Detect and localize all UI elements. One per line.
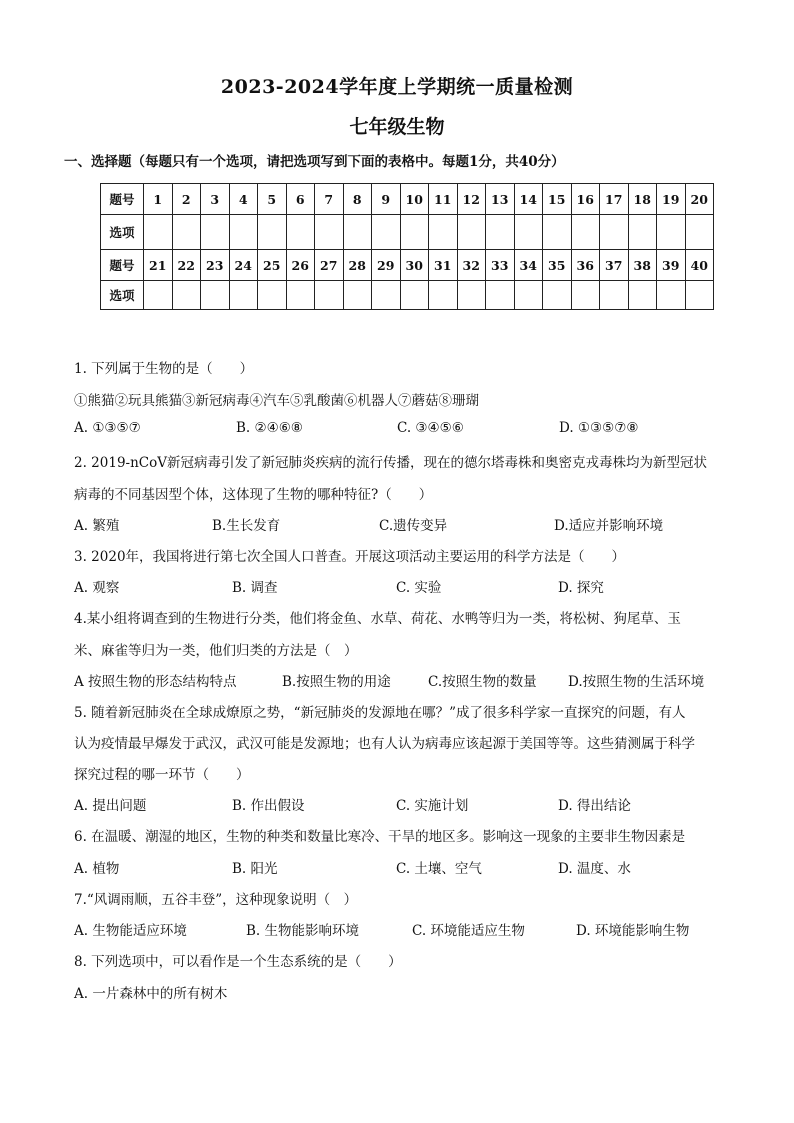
question-number-cell: 14 bbox=[514, 184, 543, 215]
question-5-stem-line3: 探究过程的哪一环节（ ） bbox=[74, 767, 250, 783]
answer-cell bbox=[258, 281, 287, 310]
question-number-cell: 15 bbox=[543, 184, 572, 215]
option-d: D. ①③⑤⑦⑧ bbox=[559, 420, 639, 436]
question-number-cell: 24 bbox=[229, 250, 258, 281]
option-d: D.按照生物的生活环境 bbox=[568, 674, 705, 690]
question-number-cell: 30 bbox=[400, 250, 429, 281]
question-number-cell: 17 bbox=[600, 184, 629, 215]
question-number-cell: 6 bbox=[286, 184, 315, 215]
option-c: C. 环境能适应生物 bbox=[412, 923, 525, 939]
answer-cell bbox=[201, 215, 230, 250]
answer-cell bbox=[600, 215, 629, 250]
answer-cell bbox=[229, 215, 258, 250]
question-number-cell: 26 bbox=[286, 250, 315, 281]
answer-cell bbox=[258, 215, 287, 250]
question-number-cell: 36 bbox=[571, 250, 600, 281]
question-number-cell: 7 bbox=[315, 184, 344, 215]
question-number-cell: 9 bbox=[372, 184, 401, 215]
option-label: 选项 bbox=[101, 281, 144, 310]
question-8-option-a: A. 一片森林中的所有树木 bbox=[74, 986, 228, 1002]
answer-cell bbox=[514, 215, 543, 250]
answer-cell bbox=[429, 281, 458, 310]
question-number-cell: 18 bbox=[628, 184, 657, 215]
question-7-stem: 7.“风调雨顺，五谷丰登”，这种现象说明（ ） bbox=[74, 892, 358, 908]
table-row bbox=[101, 215, 714, 250]
option-c: C. 土壤、空气 bbox=[396, 861, 482, 877]
question-6-stem: 6. 在温暖、潮湿的地区，生物的种类和数量比寒冷、干旱的地区多。影响这一现象的主要非生物因素是 bbox=[74, 829, 686, 845]
question-2-stem-line2: 病毒的不同基因型个体，这体现了生物的哪种特征?（ ） bbox=[74, 487, 433, 503]
question-number-cell: 1 bbox=[144, 184, 173, 215]
answer-cell bbox=[343, 281, 372, 310]
question-4-stem-line1: 4.某小组将调查到的生物进行分类，他们将金鱼、水草、荷花、水鸭等归为一类，将松树、狗尾草、玉 bbox=[74, 611, 681, 627]
option-c: C.遗传变异 bbox=[379, 518, 448, 534]
option-a: A. 植物 bbox=[74, 861, 120, 877]
answer-cell bbox=[229, 281, 258, 310]
option-c: C. 实施计划 bbox=[396, 798, 469, 814]
question-number-cell: 21 bbox=[144, 250, 173, 281]
option-c: C.按照生物的数量 bbox=[428, 674, 537, 690]
option-b: B. 生物能影响环境 bbox=[246, 923, 360, 939]
question-number-cell: 34 bbox=[514, 250, 543, 281]
answer-cell bbox=[600, 281, 629, 310]
answer-cell bbox=[486, 281, 515, 310]
answer-cell bbox=[144, 215, 173, 250]
answer-cell bbox=[400, 281, 429, 310]
question-number-cell: 23 bbox=[201, 250, 230, 281]
question-number-cell: 32 bbox=[457, 250, 486, 281]
answer-cell bbox=[543, 215, 572, 250]
question-5-stem-line2: 认为疫情最早爆发于武汉，武汉可能是发源地；也有人认为病毒应该起源于美国等等。这些猜测属于科学 bbox=[74, 736, 695, 752]
section-heading: 一、选择题（每题只有一个选项，请把选项写到下面的表格中。每题1分，共40分） bbox=[64, 154, 565, 170]
answer-cell bbox=[457, 215, 486, 250]
option-c: C. 实验 bbox=[396, 580, 442, 596]
page-title: 2023-2024学年度上学期统一质量检测 bbox=[220, 76, 574, 98]
question-number-cell: 19 bbox=[657, 184, 686, 215]
answer-cell bbox=[657, 215, 686, 250]
question-2-stem-line1: 2. 2019-nCoV新冠病毒引发了新冠肺炎疾病的流行传播，现在的德尔塔毒株和奥密克戎毒株均为新型冠状 bbox=[74, 455, 707, 471]
table-row bbox=[101, 184, 714, 215]
question-number-cell: 12 bbox=[457, 184, 486, 215]
option-d: D. 温度、水 bbox=[558, 861, 631, 877]
option-a: A 按照生物的形态结构特点 bbox=[74, 674, 237, 690]
answer-cell bbox=[657, 281, 686, 310]
answer-cell bbox=[201, 281, 230, 310]
answer-table bbox=[100, 183, 714, 310]
answer-cell bbox=[343, 215, 372, 250]
option-a: A. 观察 bbox=[74, 580, 120, 596]
answer-cell bbox=[486, 215, 515, 250]
question-number-cell: 27 bbox=[315, 250, 344, 281]
question-number-cell: 3 bbox=[201, 184, 230, 215]
answer-cell bbox=[372, 215, 401, 250]
answer-cell bbox=[372, 281, 401, 310]
question-5-stem-line1: 5. 随着新冠肺炎在全球成燎原之势，“新冠肺炎的发源地在哪？”成了很多科学家一直探究的问题，有人 bbox=[74, 705, 686, 721]
answer-cell bbox=[628, 281, 657, 310]
question-number-cell: 13 bbox=[486, 184, 515, 215]
answer-cell bbox=[514, 281, 543, 310]
option-b: B. 作出假设 bbox=[232, 798, 305, 814]
question-1-stem: 1. 下列属于生物的是（ ） bbox=[74, 361, 254, 377]
answer-cell bbox=[685, 281, 714, 310]
option-b: B.生长发育 bbox=[212, 518, 281, 534]
number-label: 题号 bbox=[101, 184, 144, 215]
answer-cell bbox=[286, 215, 315, 250]
option-d: D. 得出结论 bbox=[558, 798, 631, 814]
option-a: A. 繁殖 bbox=[74, 518, 120, 534]
number-label: 题号 bbox=[101, 250, 144, 281]
answer-cell bbox=[172, 215, 201, 250]
answer-cell bbox=[315, 281, 344, 310]
question-number-cell: 33 bbox=[486, 250, 515, 281]
answer-cell bbox=[172, 281, 201, 310]
question-3-stem: 3. 2020年，我国将进行第七次全国人口普查。开展这项活动主要运用的科学方法是（ ） bbox=[74, 549, 626, 565]
answer-cell bbox=[315, 215, 344, 250]
answer-cell bbox=[286, 281, 315, 310]
question-number-cell: 37 bbox=[600, 250, 629, 281]
option-c: C. ③④⑤⑥ bbox=[397, 420, 464, 436]
option-label: 选项 bbox=[101, 215, 144, 250]
option-d: D.适应并影响环境 bbox=[554, 518, 664, 534]
option-d: D. 探究 bbox=[558, 580, 604, 596]
question-number-cell: 35 bbox=[543, 250, 572, 281]
question-4-stem-line2: 米、麻雀等归为一类，他们归类的方法是（ ） bbox=[74, 643, 358, 659]
question-number-cell: 20 bbox=[685, 184, 714, 215]
answer-cell bbox=[144, 281, 173, 310]
question-number-cell: 2 bbox=[172, 184, 201, 215]
option-d: D. 环境能影响生物 bbox=[576, 923, 690, 939]
question-number-cell: 8 bbox=[343, 184, 372, 215]
question-number-cell: 22 bbox=[172, 250, 201, 281]
table-row bbox=[101, 250, 714, 281]
answer-cell bbox=[429, 215, 458, 250]
question-number-cell: 4 bbox=[229, 184, 258, 215]
question-1-items: ①熊猫②玩具熊猫③新冠病毒④汽车⑤乳酸菌⑥机器人⑦蘑菇⑧珊瑚 bbox=[74, 393, 479, 409]
answer-cell bbox=[400, 215, 429, 250]
answer-cell bbox=[628, 215, 657, 250]
question-number-cell: 31 bbox=[429, 250, 458, 281]
table-row bbox=[101, 281, 714, 310]
option-a: A. 生物能适应环境 bbox=[74, 923, 187, 939]
question-number-cell: 39 bbox=[657, 250, 686, 281]
answer-cell bbox=[543, 281, 572, 310]
page-subtitle: 七年级生物 bbox=[349, 116, 445, 138]
question-number-cell: 16 bbox=[571, 184, 600, 215]
question-8-stem: 8. 下列选项中，可以看作是一个生态系统的是（ ） bbox=[74, 954, 402, 970]
option-a: A. ①③⑤⑦ bbox=[74, 420, 141, 436]
option-a: A. 提出问题 bbox=[74, 798, 147, 814]
question-number-cell: 10 bbox=[400, 184, 429, 215]
question-number-cell: 11 bbox=[429, 184, 458, 215]
option-b: B. 阳光 bbox=[232, 861, 278, 877]
question-number-cell: 38 bbox=[628, 250, 657, 281]
question-number-cell: 25 bbox=[258, 250, 287, 281]
option-b: B. 调查 bbox=[232, 580, 278, 596]
answer-cell bbox=[571, 281, 600, 310]
question-number-cell: 5 bbox=[258, 184, 287, 215]
option-b: B.按照生物的用途 bbox=[282, 674, 391, 690]
question-number-cell: 28 bbox=[343, 250, 372, 281]
answer-cell bbox=[457, 281, 486, 310]
answer-cell bbox=[685, 215, 714, 250]
option-b: B. ②④⑥⑧ bbox=[236, 420, 303, 436]
question-number-cell: 29 bbox=[372, 250, 401, 281]
answer-cell bbox=[571, 215, 600, 250]
question-number-cell: 40 bbox=[685, 250, 714, 281]
